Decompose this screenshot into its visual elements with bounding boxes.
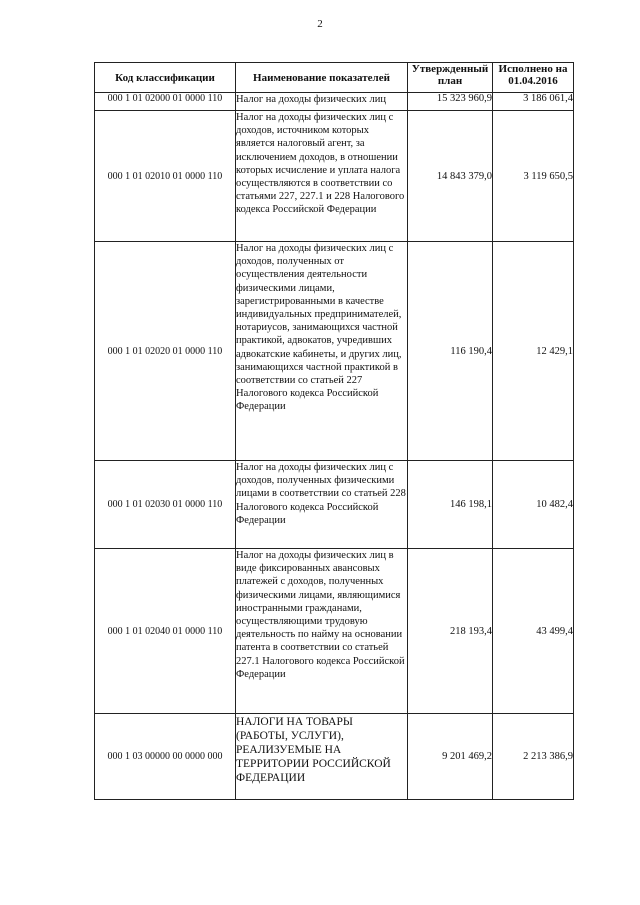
table-row	[95, 111, 574, 242]
row-done: 2 213 386,9	[493, 714, 574, 800]
row-code: 000 1 01 02010 01 0000 110	[95, 111, 236, 242]
row-plan: 218 193,4	[408, 549, 493, 714]
header-plan: Утвержденный план	[408, 63, 493, 93]
budget-table	[94, 62, 574, 800]
row-name: Налог на доходы физических лиц в виде фиксированных авансовых платежей с доходов, полученных физическими лицами, являющимися иностранными гражданами, осуществляющими трудовую деятельность по найму на основании патента в соответствии со статьей 227.1 Налогового кодекса Российской Федерации	[236, 549, 408, 714]
row-name: Налог на доходы физических лиц с доходов, источником которых является налоговый агент, за исключением доходов, в отношении которых исчисление и уплата налога осуществляются в соответствии со статьями 227, 227.1 и 228 Налогового кодекса Российской Федерации	[236, 111, 408, 242]
row-name: Налог на доходы физических лиц с доходов, полученных от осуществления деятельности физическими лицами, зарегистрированными в качестве индивидуальных предпринимателей, нотариусов, занимающихся частной практикой, адвокатов, учредивших адвокатские кабинеты, и других лиц, занимающихся частной практикой в соответствии со статьей 227 Налогового кодекса Российской Федерации	[236, 242, 408, 461]
page-number: 2	[317, 18, 323, 30]
row-plan: 146 198,1	[408, 461, 493, 549]
table-header-row	[95, 63, 574, 93]
row-name: НАЛОГИ НА ТОВАРЫ (РАБОТЫ, УСЛУГИ), РЕАЛИЗУЕМЫЕ НА ТЕРРИТОРИИ РОССИЙСКОЙ ФЕДЕРАЦИИ	[236, 714, 408, 800]
row-done: 3 186 061,4	[493, 93, 574, 111]
header-code: Код классификации	[95, 63, 236, 93]
row-code: 000 1 01 02040 01 0000 110	[95, 549, 236, 714]
table-row	[95, 549, 574, 714]
table-row	[95, 93, 574, 111]
row-done: 10 482,4	[493, 461, 574, 549]
row-plan: 116 190,4	[408, 242, 493, 461]
row-plan: 14 843 379,0	[408, 111, 493, 242]
row-code: 000 1 01 02000 01 0000 110	[95, 93, 236, 111]
row-code: 000 1 01 02020 01 0000 110	[95, 242, 236, 461]
row-name: Налог на доходы физических лиц с доходов, полученных физическими лицами в соответствии со статьей 228 Налогового кодекса Российской Федерации	[236, 461, 408, 549]
row-done: 43 499,4	[493, 549, 574, 714]
row-done: 3 119 650,5	[493, 111, 574, 242]
table-row	[95, 714, 574, 800]
row-code: 000 1 03 00000 00 0000 000	[95, 714, 236, 800]
table-row	[95, 461, 574, 549]
header-name: Наименование показателей	[236, 63, 408, 93]
table-row	[95, 242, 574, 461]
row-code: 000 1 01 02030 01 0000 110	[95, 461, 236, 549]
header-done: Исполнено на 01.04.2016	[493, 63, 574, 93]
row-name: Налог на доходы физических лиц	[236, 93, 408, 111]
row-plan: 15 323 960,9	[408, 93, 493, 111]
row-plan: 9 201 469,2	[408, 714, 493, 800]
row-done: 12 429,1	[493, 242, 574, 461]
